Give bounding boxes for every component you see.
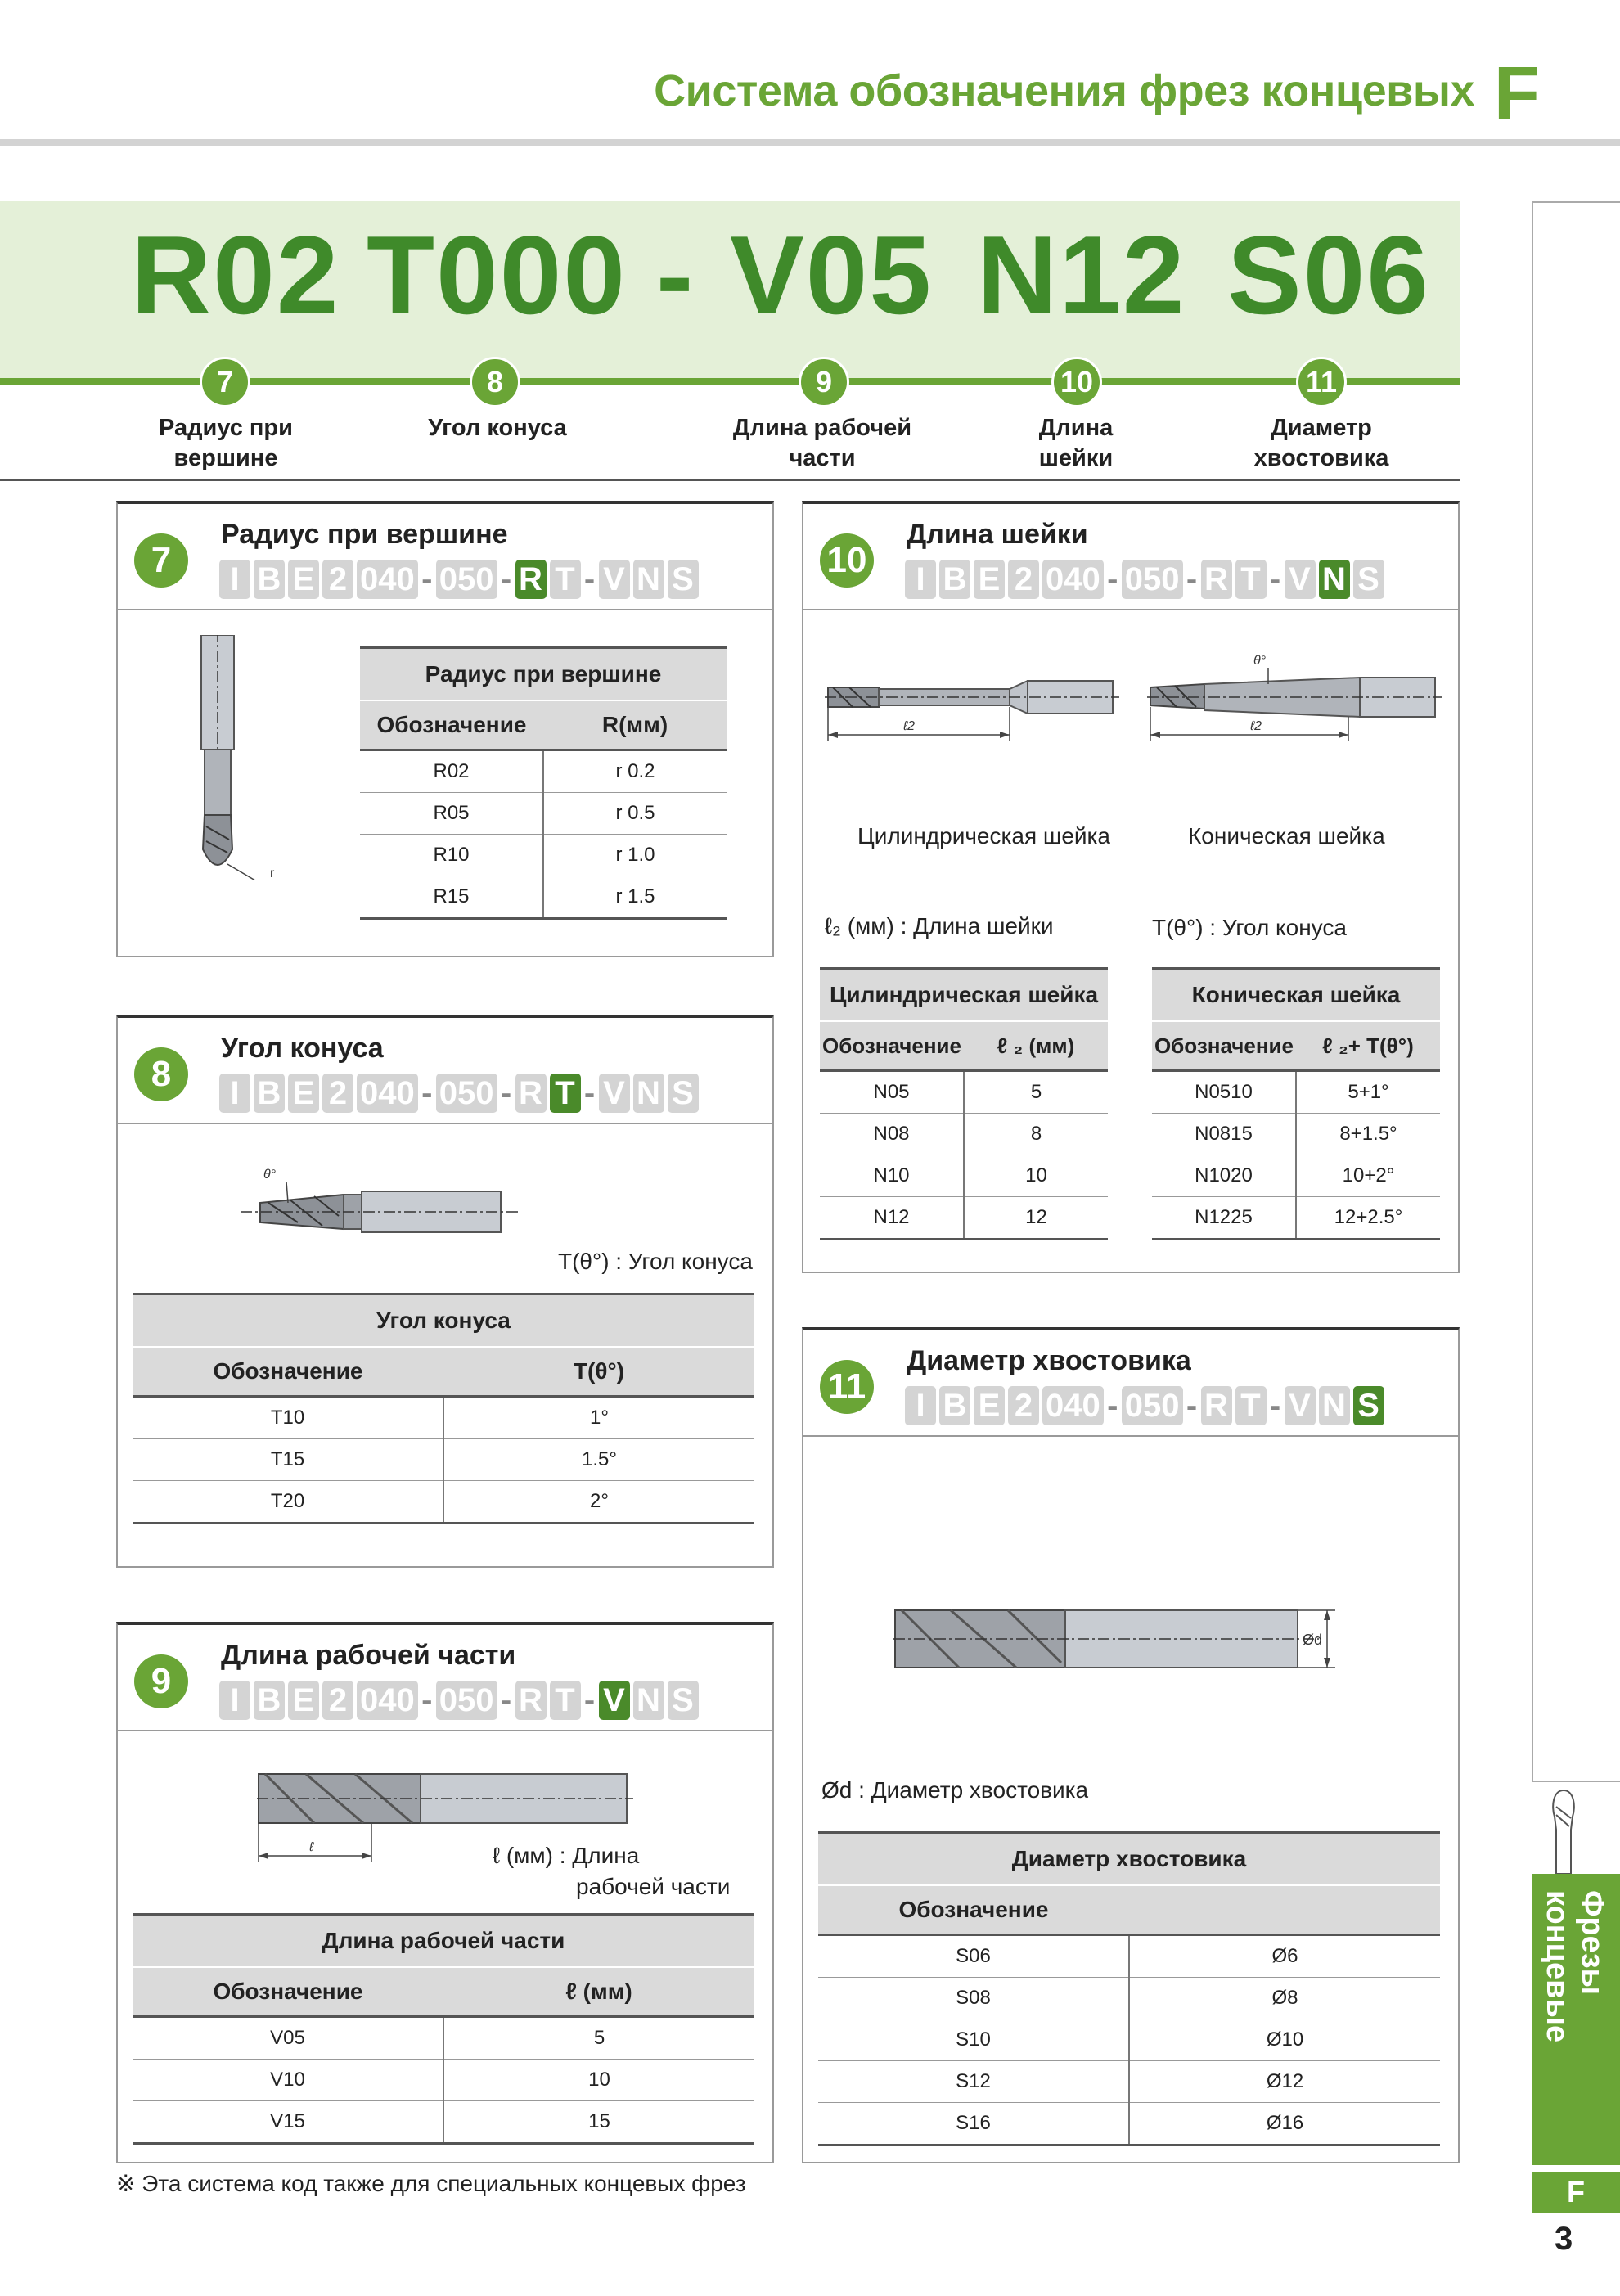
marker-11: 11: [1296, 357, 1347, 407]
code-strip: [905, 1386, 1384, 1425]
col-header: ℓ ₂+ T(θ°): [1296, 1021, 1440, 1071]
section-taper-angle: [116, 1015, 774, 1568]
code-char-active: T: [550, 1074, 581, 1113]
table-caption: Угол конуса: [133, 1294, 754, 1348]
col-header: R(мм): [543, 700, 727, 750]
table-row: N0510 5+1°: [1152, 1071, 1440, 1114]
table-caption: Диаметр хвостовика: [818, 1833, 1440, 1886]
table-row: N08 8: [820, 1114, 1108, 1155]
end-mill-tab-icon: [1545, 1787, 1582, 1877]
table-row: N05 5: [820, 1071, 1108, 1114]
table-row: S12 Ø12: [818, 2061, 1440, 2103]
code-char-active: N: [1319, 560, 1350, 599]
code-char: -: [1269, 1387, 1281, 1424]
code-char: V: [1285, 1386, 1316, 1425]
banner-code-r: R02: [131, 213, 340, 337]
section-header: [118, 1018, 772, 1124]
table-row: T20 2°: [133, 1481, 754, 1524]
code-char: -: [583, 1681, 596, 1718]
conical-neck-drawing: [1147, 648, 1442, 746]
code-char: 2: [1008, 560, 1039, 599]
marker-10: 10: [1051, 357, 1102, 407]
col-header: [1129, 1885, 1440, 1935]
section-title: Длина рабочей части: [221, 1640, 516, 1671]
code-char: T: [550, 1681, 581, 1720]
neck-length-label-con: ℓ2: [1250, 719, 1262, 733]
cylindrical-neck-table: [820, 967, 1108, 1240]
table-row: R15 r 1.5: [360, 876, 727, 919]
section-title: Диаметр хвостовика: [907, 1345, 1191, 1376]
code-char: I: [219, 560, 250, 599]
col-header: Обозначение: [820, 1021, 964, 1071]
table-row: N1020 10+2°: [1152, 1155, 1440, 1197]
section-header: [118, 1625, 772, 1731]
theta-label: θ°: [263, 1168, 277, 1182]
table-row: V10 10: [133, 2060, 754, 2101]
code-strip: [219, 1074, 699, 1113]
code-char: -: [421, 560, 433, 597]
code-char: -: [1186, 560, 1198, 597]
code-char: T: [1235, 560, 1267, 599]
marker-label-9: Длина рабочей части: [732, 415, 912, 471]
code-char: 040: [1042, 1386, 1104, 1425]
table-row: S06 Ø6: [818, 1935, 1440, 1978]
code-char: 2: [322, 1074, 353, 1113]
marker-9: 9: [799, 357, 849, 407]
flute-note-line2: рабочей части: [576, 1874, 731, 1899]
table-row: S10 Ø10: [818, 2019, 1440, 2061]
code-char: 040: [357, 560, 418, 599]
code-strip: [219, 1681, 699, 1720]
table-row: T10 1°: [133, 1397, 754, 1439]
code-char: -: [1107, 1387, 1118, 1424]
neck-length-label-cyl: ℓ2: [903, 719, 916, 733]
section-header: [118, 504, 772, 610]
code-char: E: [288, 1074, 319, 1113]
side-tab-label: Фрезы концевые: [1540, 1890, 1609, 2043]
code-char: -: [500, 560, 512, 597]
code-char: S: [1353, 560, 1384, 599]
code-char: -: [1186, 1387, 1198, 1424]
code-char: -: [421, 1681, 433, 1718]
taper-angle-note: T(θ°) : Угол конуса: [1152, 915, 1347, 940]
table-caption: Длина рабочей части: [133, 1915, 754, 1968]
code-char: 050: [1122, 560, 1183, 599]
table-caption: Коническая шейка: [1152, 969, 1440, 1022]
code-char: 2: [1008, 1386, 1039, 1425]
side-tab-letter: F: [1532, 2172, 1620, 2213]
table-row: S16 Ø16: [818, 2103, 1440, 2145]
code-char-active: S: [1353, 1386, 1384, 1425]
code-char: N: [633, 1074, 664, 1113]
table-row: N0815 8+1.5°: [1152, 1114, 1440, 1155]
side-tab[interactable]: [1532, 1874, 1620, 2165]
section-header: [803, 1330, 1458, 1437]
banner-code-v: V05: [730, 213, 933, 337]
code-char: N: [633, 560, 664, 599]
code-char: V: [599, 560, 630, 599]
col-header: Обозначение: [1152, 1021, 1296, 1071]
col-header: Обозначение: [133, 1347, 443, 1397]
flute-note-line1: ℓ (мм) : Длина: [493, 1843, 640, 1868]
banner-code-n: N12: [977, 213, 1186, 337]
code-char: 050: [436, 560, 497, 599]
code-char: 050: [436, 1681, 497, 1720]
code-char: B: [939, 1386, 970, 1425]
code-char: B: [254, 560, 285, 599]
section-number: 11: [820, 1360, 874, 1414]
code-char: B: [254, 1681, 285, 1720]
conical-neck-table: [1152, 967, 1440, 1240]
code-char: -: [1269, 560, 1281, 597]
code-char: R: [1201, 560, 1232, 599]
cylindrical-caption: Цилиндрическая шейка: [857, 823, 1110, 849]
code-char: B: [254, 1074, 285, 1113]
code-char: E: [288, 1681, 319, 1720]
theta-label: θ°: [1253, 654, 1267, 668]
banner-code-dash: -: [656, 213, 695, 337]
side-panel-bottom-border: [1532, 1781, 1620, 1782]
table-row: S08 Ø8: [818, 1978, 1440, 2019]
shank-note: Ød : Диаметр хвостовика: [821, 1777, 1089, 1803]
code-char: 2: [322, 560, 353, 599]
code-char: S: [668, 1681, 699, 1720]
page-number: 3: [1555, 2221, 1573, 2257]
marker-label-11: Диаметр хвостовика: [1253, 415, 1389, 471]
marker-label-8: Угол конуса: [428, 415, 567, 441]
section-shank-diameter: [802, 1327, 1460, 2163]
section-number: 8: [134, 1047, 188, 1101]
section-flute-length: [116, 1622, 774, 2163]
banner-code-t: T000: [367, 213, 627, 337]
table-row: R10 r 1.0: [360, 835, 727, 876]
code-char: S: [668, 1074, 699, 1113]
code-char: R: [515, 1074, 547, 1113]
code-char: E: [974, 1386, 1005, 1425]
table-row: V05 5: [133, 2017, 754, 2060]
code-char: V: [599, 1074, 630, 1113]
code-char-active: R: [515, 560, 547, 599]
taper-note: T(θ°) : Угол конуса: [558, 1249, 753, 1274]
table-caption: Цилиндрическая шейка: [820, 969, 1108, 1022]
marker-label-7: Радиус при вершине: [159, 415, 293, 471]
table-row: N10 10: [820, 1155, 1108, 1197]
diameter-label: Ød: [1303, 1632, 1323, 1648]
section-letter: F: [1493, 52, 1540, 135]
shank-diameter-table: [818, 1831, 1440, 2146]
code-char: B: [939, 560, 970, 599]
col-header: T(θ°): [443, 1347, 754, 1397]
code-char: 050: [1122, 1386, 1183, 1425]
code-char: -: [500, 1681, 512, 1718]
section-neck-length: [802, 501, 1460, 1273]
table-row: V15 15: [133, 2101, 754, 2144]
marker-7: 7: [200, 357, 250, 407]
page-header-title: Система обозначения фрез концевых: [654, 66, 1474, 115]
side-panel-top-border: [1532, 201, 1620, 203]
header-divider: [0, 139, 1620, 146]
code-char: 040: [1042, 560, 1104, 599]
taper-angle-table: [133, 1293, 754, 1524]
code-char: -: [583, 1074, 596, 1111]
code-char: I: [219, 1681, 250, 1720]
side-panel-border: [1532, 201, 1533, 1781]
code-strip: [905, 560, 1384, 599]
code-char: R: [1201, 1386, 1232, 1425]
code-char: 050: [436, 1074, 497, 1113]
code-char: E: [288, 560, 319, 599]
code-char: N: [1319, 1386, 1350, 1425]
table-row: R02 r 0.2: [360, 750, 727, 793]
tapered-end-mill-drawing: [241, 1154, 601, 1244]
table-row: T15 1.5°: [133, 1439, 754, 1481]
code-char: -: [583, 560, 596, 597]
code-char: 040: [357, 1074, 418, 1113]
col-header: Обозначение: [360, 700, 543, 750]
code-char: -: [421, 1074, 433, 1111]
col-header: Обозначение: [818, 1885, 1129, 1935]
code-char-active: V: [599, 1681, 630, 1720]
marker-8: 8: [470, 357, 520, 407]
code-char: T: [550, 560, 581, 599]
col-header: ℓ (мм): [443, 1967, 754, 2017]
col-header: Обозначение: [133, 1967, 443, 2017]
code-char: 2: [322, 1681, 353, 1720]
table-caption: Радиус при вершине: [360, 648, 727, 701]
col-header: ℓ ₂ (мм): [964, 1021, 1108, 1071]
conical-caption: Коническая шейка: [1188, 823, 1385, 849]
table-row: N12 12: [820, 1197, 1108, 1240]
section-number: 9: [134, 1654, 188, 1708]
section-number: 7: [134, 533, 188, 588]
section-tip-radius: [116, 501, 774, 957]
code-char: N: [633, 1681, 664, 1720]
banner-code-s: S06: [1227, 213, 1430, 337]
section-title: Длина шейки: [907, 519, 1088, 550]
radius-label: r: [270, 867, 275, 880]
code-char: -: [500, 1074, 512, 1111]
table-row: N1225 12+2.5°: [1152, 1197, 1440, 1240]
section-title: Угол конуса: [221, 1033, 384, 1064]
flute-length-table: [133, 1913, 754, 2145]
tip-radius-table: [360, 646, 727, 920]
code-char: I: [905, 1386, 936, 1425]
neck-length-note: ℓ₂ (мм) : Длина шейки: [825, 913, 1054, 939]
code-char: T: [1235, 1386, 1267, 1425]
table-row: R05 r 0.5: [360, 793, 727, 835]
ball-end-mill-drawing: [191, 635, 314, 880]
code-char: I: [905, 560, 936, 599]
code-char: -: [1107, 560, 1118, 597]
shank-diameter-drawing: [893, 1594, 1368, 1692]
code-char: S: [668, 560, 699, 599]
section-title: Радиус при вершине: [221, 519, 508, 550]
code-char: V: [1285, 560, 1316, 599]
section-header: [803, 504, 1458, 610]
banner-bottom-rule: [0, 479, 1460, 481]
section-number: 10: [820, 533, 874, 588]
code-char: I: [219, 1074, 250, 1113]
code-char: R: [515, 1681, 547, 1720]
cylindrical-neck-drawing: [825, 656, 1119, 746]
footnote: ※ Эта система код также для специальных концевых фрез: [116, 2171, 746, 2196]
code-strip: [219, 560, 699, 599]
code-char: E: [974, 560, 1005, 599]
marker-label-10: Длина шейки: [1038, 415, 1114, 471]
length-label: ℓ: [309, 1840, 314, 1854]
code-char: 040: [357, 1681, 418, 1720]
